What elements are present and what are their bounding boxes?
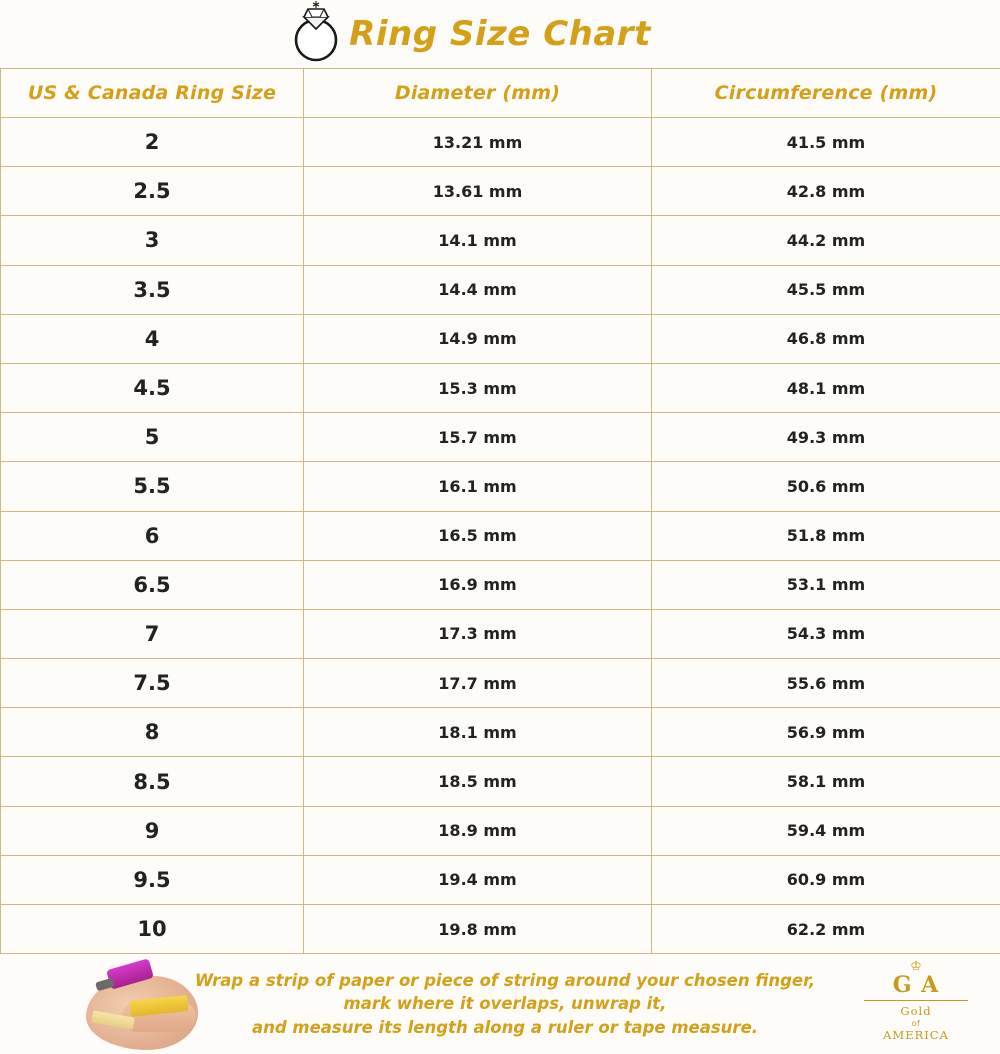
cell-diameter: 16.5 mm <box>304 511 652 560</box>
table-header-row <box>1 69 1000 118</box>
cell-ring-size: 8 <box>1 708 304 757</box>
cell-circumference: 49.3 mm <box>652 413 1000 462</box>
instructions-line-1: Wrap a strip of paper or piece of string around your chosen finger, <box>185 969 825 992</box>
brand-logo <box>856 960 976 1042</box>
cell-circumference: 58.1 mm <box>652 757 1000 806</box>
cell-circumference: 55.6 mm <box>652 659 1000 708</box>
cell-diameter: 14.9 mm <box>304 314 652 363</box>
column-header-us-canada-size: US & Canada Ring Size <box>1 69 304 118</box>
chart-header <box>0 0 1000 68</box>
table-row <box>1 609 1000 658</box>
cell-diameter: 16.9 mm <box>304 560 652 609</box>
table-row <box>1 757 1000 806</box>
cell-circumference: 48.1 mm <box>652 363 1000 412</box>
cell-circumference: 45.5 mm <box>652 265 1000 314</box>
diamond-ring-icon <box>286 0 346 64</box>
cell-diameter: 15.3 mm <box>304 363 652 412</box>
hand-measuring-finger-photo <box>78 958 204 1050</box>
cell-circumference: 42.8 mm <box>652 167 1000 216</box>
cell-ring-size: 9 <box>1 806 304 855</box>
logo-divider <box>864 1000 968 1001</box>
cell-diameter: 13.21 mm <box>304 118 652 167</box>
cell-diameter: 19.4 mm <box>304 855 652 904</box>
cell-diameter: 19.8 mm <box>304 905 652 954</box>
cell-circumference: 44.2 mm <box>652 216 1000 265</box>
cell-diameter: 16.1 mm <box>304 462 652 511</box>
cell-circumference: 50.6 mm <box>652 462 1000 511</box>
table-row <box>1 806 1000 855</box>
table-row <box>1 560 1000 609</box>
cell-diameter: 13.61 mm <box>304 167 652 216</box>
cell-ring-size: 10 <box>1 905 304 954</box>
cell-circumference: 60.9 mm <box>652 855 1000 904</box>
cell-diameter: 15.7 mm <box>304 413 652 462</box>
cell-ring-size: 5 <box>1 413 304 462</box>
table-row <box>1 905 1000 954</box>
cell-ring-size: 4 <box>1 314 304 363</box>
cell-circumference: 54.3 mm <box>652 609 1000 658</box>
cell-ring-size: 4.5 <box>1 363 304 412</box>
logo-name-of: of <box>856 1019 976 1028</box>
cell-ring-size: 7 <box>1 609 304 658</box>
instructions-line-2: mark where it overlaps, unwrap it, <box>185 992 825 1015</box>
column-header-diameter: Diameter (mm) <box>304 69 652 118</box>
table-row <box>1 659 1000 708</box>
cell-ring-size: 2 <box>1 118 304 167</box>
cell-ring-size: 7.5 <box>1 659 304 708</box>
logo-name-line-1: Gold <box>856 1004 976 1018</box>
ring-size-table <box>0 68 1000 954</box>
cell-ring-size: 2.5 <box>1 167 304 216</box>
cell-circumference: 59.4 mm <box>652 806 1000 855</box>
table-row <box>1 167 1000 216</box>
cell-circumference: 41.5 mm <box>652 118 1000 167</box>
cell-diameter: 14.1 mm <box>304 216 652 265</box>
page-title: Ring Size Chart <box>349 14 651 54</box>
table-row <box>1 462 1000 511</box>
chart-footer <box>0 954 1000 1054</box>
cell-diameter: 14.4 mm <box>304 265 652 314</box>
cell-ring-size: 8.5 <box>1 757 304 806</box>
cell-ring-size: 5.5 <box>1 462 304 511</box>
table-row <box>1 363 1000 412</box>
cell-ring-size: 9.5 <box>1 855 304 904</box>
cell-circumference: 51.8 mm <box>652 511 1000 560</box>
table-row <box>1 314 1000 363</box>
table-row <box>1 118 1000 167</box>
column-header-circumference: Circumference (mm) <box>652 69 1000 118</box>
cell-diameter: 17.3 mm <box>304 609 652 658</box>
cell-diameter: 18.1 mm <box>304 708 652 757</box>
cell-ring-size: 3 <box>1 216 304 265</box>
table-row <box>1 265 1000 314</box>
crown-icon: ♔ <box>856 960 976 973</box>
logo-name-line-2: AMERICA <box>856 1028 976 1042</box>
cell-circumference: 53.1 mm <box>652 560 1000 609</box>
cell-circumference: 56.9 mm <box>652 708 1000 757</box>
table-row <box>1 511 1000 560</box>
table-row <box>1 708 1000 757</box>
table-row <box>1 855 1000 904</box>
instructions-line-3: and measure its length along a ruler or tape measure. <box>185 1016 825 1039</box>
measuring-instructions <box>185 969 825 1039</box>
cell-circumference: 62.2 mm <box>652 905 1000 954</box>
table-row <box>1 216 1000 265</box>
cell-ring-size: 3.5 <box>1 265 304 314</box>
cell-circumference: 46.8 mm <box>652 314 1000 363</box>
table-row <box>1 413 1000 462</box>
cell-ring-size: 6.5 <box>1 560 304 609</box>
cell-diameter: 18.5 mm <box>304 757 652 806</box>
cell-ring-size: 6 <box>1 511 304 560</box>
cell-diameter: 17.7 mm <box>304 659 652 708</box>
logo-monogram: G A <box>856 974 976 996</box>
cell-diameter: 18.9 mm <box>304 806 652 855</box>
